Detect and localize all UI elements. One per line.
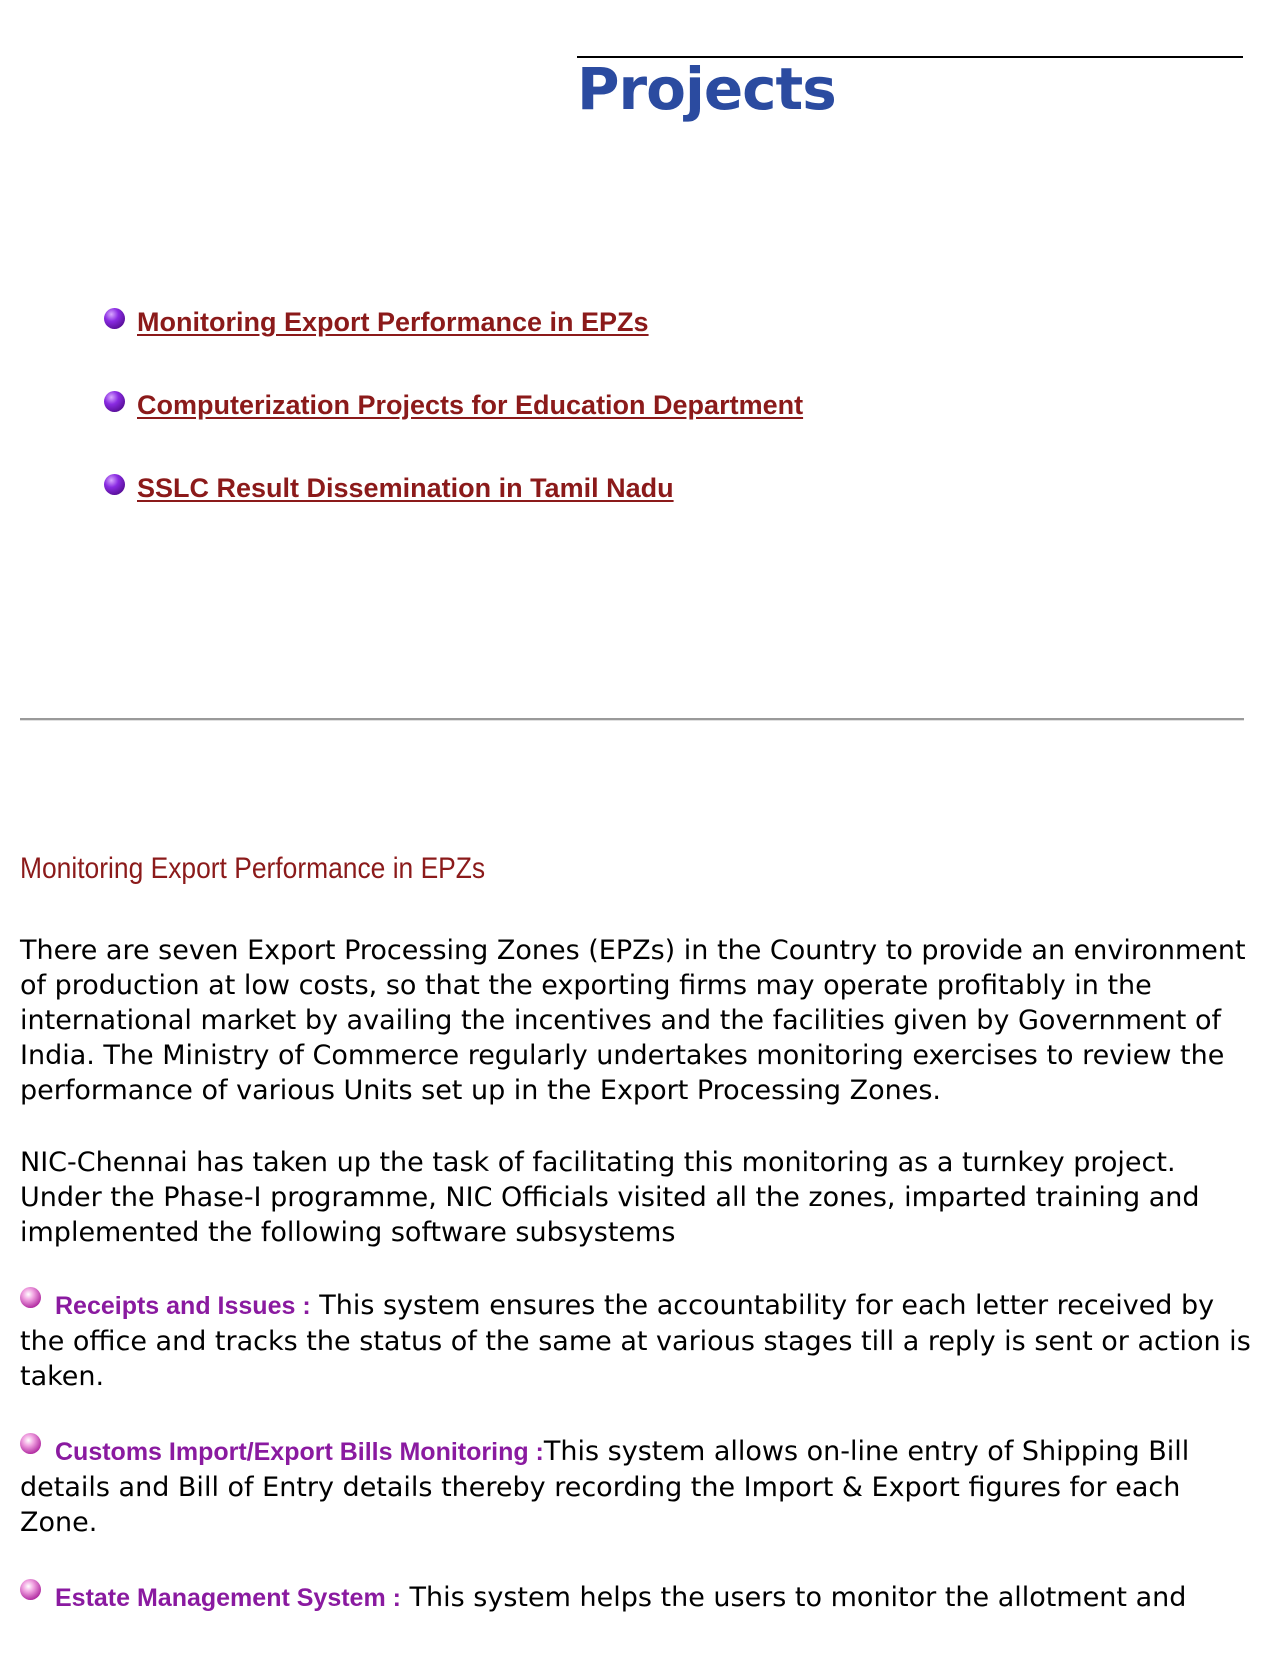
horizontal-divider [20,718,1244,721]
subsystem-description: This system ensures the accountability for each letter received by the office and tracks the status of the same at various stages till a reply is sent or action is taken. [20,1290,1251,1392]
link-sslc-result-dissemination[interactable]: SSLC Result Dissemination in Tamil Nadu [137,473,674,503]
purple-bullet-icon [104,391,125,412]
list-item [104,472,803,555]
pink-bullet-icon [20,1579,41,1600]
section-content [20,933,1252,1655]
purple-bullet-icon [104,474,125,495]
pink-bullet-icon [20,1287,41,1308]
paragraph: There are seven Export Processing Zones (EPZs) in the Country to provide an environment of production at low costs, so that the exporting firms may operate profitably in the international market by availing the incentives and the facilities given by Government of India. The Ministry of Commerce regularly undertakes monitoring exercises to review the performance of various Units set up in the Export Processing Zones. [20,935,1246,1106]
subsystem-description: This system allows on-line entry of Shipping Bill details and Bill of Entry details thereby recording the Import & Export figures for each Zone. [20,1436,1190,1538]
subsystem-item [20,1433,1252,1540]
link-monitoring-export-performance[interactable]: Monitoring Export Performance in EPZs [137,307,649,337]
subsystem-item [20,1287,1252,1394]
purple-bullet-icon [104,308,125,329]
subsystem-item [20,1579,1252,1616]
list-item [104,306,803,389]
subsystem-label: Customs Import/Export Bills Monitoring : [55,1438,544,1466]
subsystem-description: This system helps the users to monitor the allotment and [400,1582,1187,1613]
subsystem-label: Receipts and Issues : [55,1292,311,1320]
subsystem-label: Estate Management System : [55,1584,401,1612]
list-item [104,389,803,472]
link-computerization-education[interactable]: Computerization Projects for Education Department [137,390,804,420]
page-title: Projects [577,55,836,123]
section-heading: Monitoring Export Performance in EPZs [20,852,486,885]
project-link-list [104,306,803,555]
paragraph: NIC-Chennai has taken up the task of facilitating this monitoring as a turnkey project. Under the Phase-I programme, NIC Officials visited all the zones, imparted training and implemented the following software subsystems [20,1147,1200,1248]
pink-bullet-icon [20,1433,41,1454]
